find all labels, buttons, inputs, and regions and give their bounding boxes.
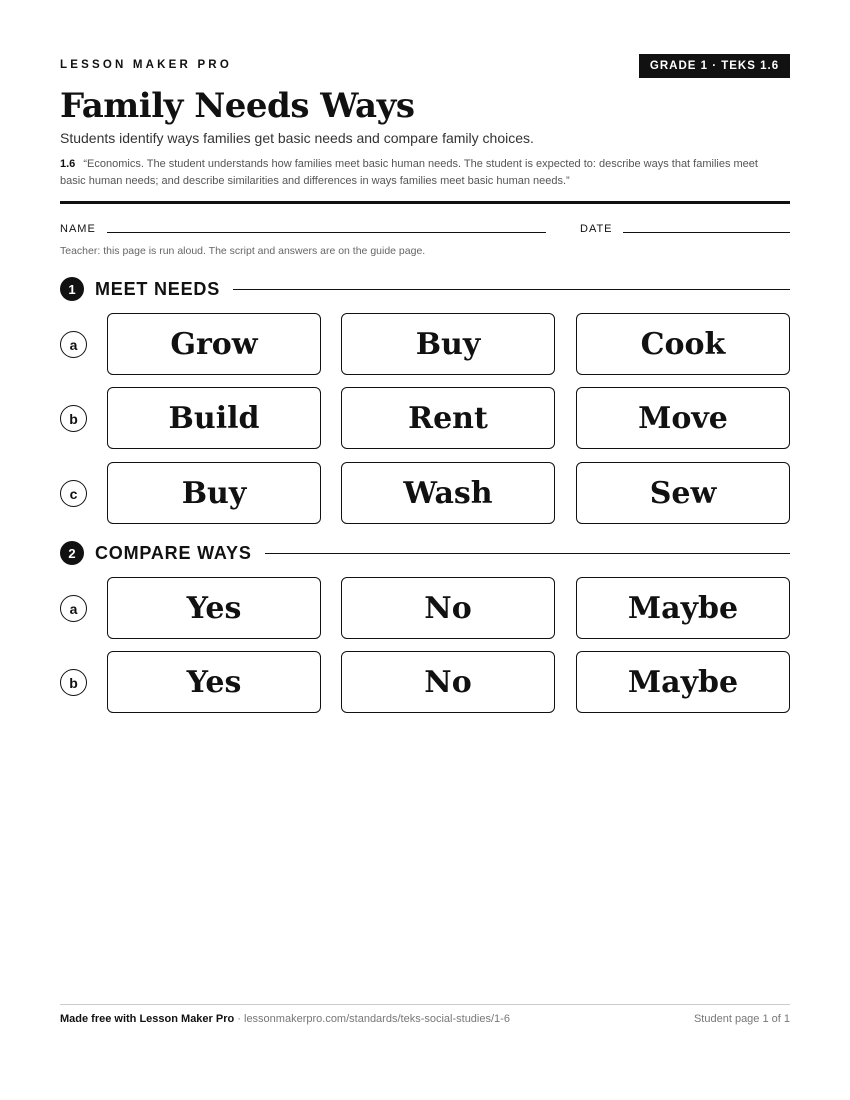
choice-box[interactable]: Yes <box>107 651 321 713</box>
header-divider <box>60 201 790 204</box>
choice-box[interactable]: Yes <box>107 577 321 639</box>
name-label: NAME <box>60 223 96 235</box>
question-row <box>60 462 790 524</box>
section-number: 1 <box>60 277 84 301</box>
choice-box[interactable]: Wash <box>341 462 555 524</box>
choice-box[interactable]: Build <box>107 387 321 449</box>
question-row <box>60 387 790 449</box>
standard-text-block <box>60 156 780 190</box>
question-row <box>60 577 790 639</box>
section-number: 2 <box>60 541 84 565</box>
question-letter: b <box>60 405 87 432</box>
choice-box[interactable]: Buy <box>107 462 321 524</box>
standard-quote: “Economics. The student understands how families meet basic human needs. The student is expected to: describe ways that families meet basic human needs; and describe similarities and differences in ways families meet basic human needs.” <box>60 158 758 187</box>
choice-box[interactable]: Move <box>576 387 790 449</box>
section-title: MEET NEEDS <box>95 278 221 299</box>
name-field[interactable] <box>107 232 546 233</box>
date-label: DATE <box>580 223 613 235</box>
choice-box[interactable]: Sew <box>576 462 790 524</box>
grade-badge: GRADE 1 · TEKS 1.6 <box>639 54 790 78</box>
date-field[interactable] <box>623 232 790 233</box>
page-title: Family Needs Ways <box>60 86 415 126</box>
section-meet-needs <box>60 277 790 301</box>
footer-made-label: Made free with Lesson Maker Pro <box>60 1013 235 1025</box>
question-letter: c <box>60 480 87 507</box>
choice-box[interactable]: Maybe <box>576 651 790 713</box>
choice-box[interactable]: No <box>341 651 555 713</box>
question-letter: a <box>60 331 87 358</box>
footer-url-link[interactable]: lessonmakerpro.com/standards/teks-social-studies/1-6 <box>244 1013 510 1025</box>
question-row <box>60 313 790 375</box>
question-letter: b <box>60 669 87 696</box>
choice-box[interactable]: Rent <box>341 387 555 449</box>
choice-box[interactable]: Maybe <box>576 577 790 639</box>
question-row <box>60 651 790 713</box>
section-compare-ways <box>60 541 790 565</box>
footer-credit <box>60 1013 510 1025</box>
choice-box[interactable]: Buy <box>341 313 555 375</box>
footer-page-number: Student page 1 of 1 <box>693 1013 790 1025</box>
page-subtitle: Students identify ways families get basic needs and compare family choices. <box>60 130 534 146</box>
choice-box[interactable]: Grow <box>107 313 321 375</box>
choice-box[interactable]: Cook <box>576 313 790 375</box>
brand-name: LESSON MAKER PRO <box>60 59 232 71</box>
section-title: COMPARE WAYS <box>95 542 252 563</box>
section-divider <box>233 289 790 290</box>
section-divider <box>265 553 790 554</box>
standard-code: 1.6 <box>60 158 76 170</box>
footer-separator: · <box>234 1013 244 1025</box>
choice-box[interactable]: No <box>341 577 555 639</box>
teacher-note: Teacher: this page is run aloud. The script and answers are on the guide page. <box>60 245 426 257</box>
footer-divider <box>60 1004 790 1005</box>
question-letter: a <box>60 595 87 622</box>
